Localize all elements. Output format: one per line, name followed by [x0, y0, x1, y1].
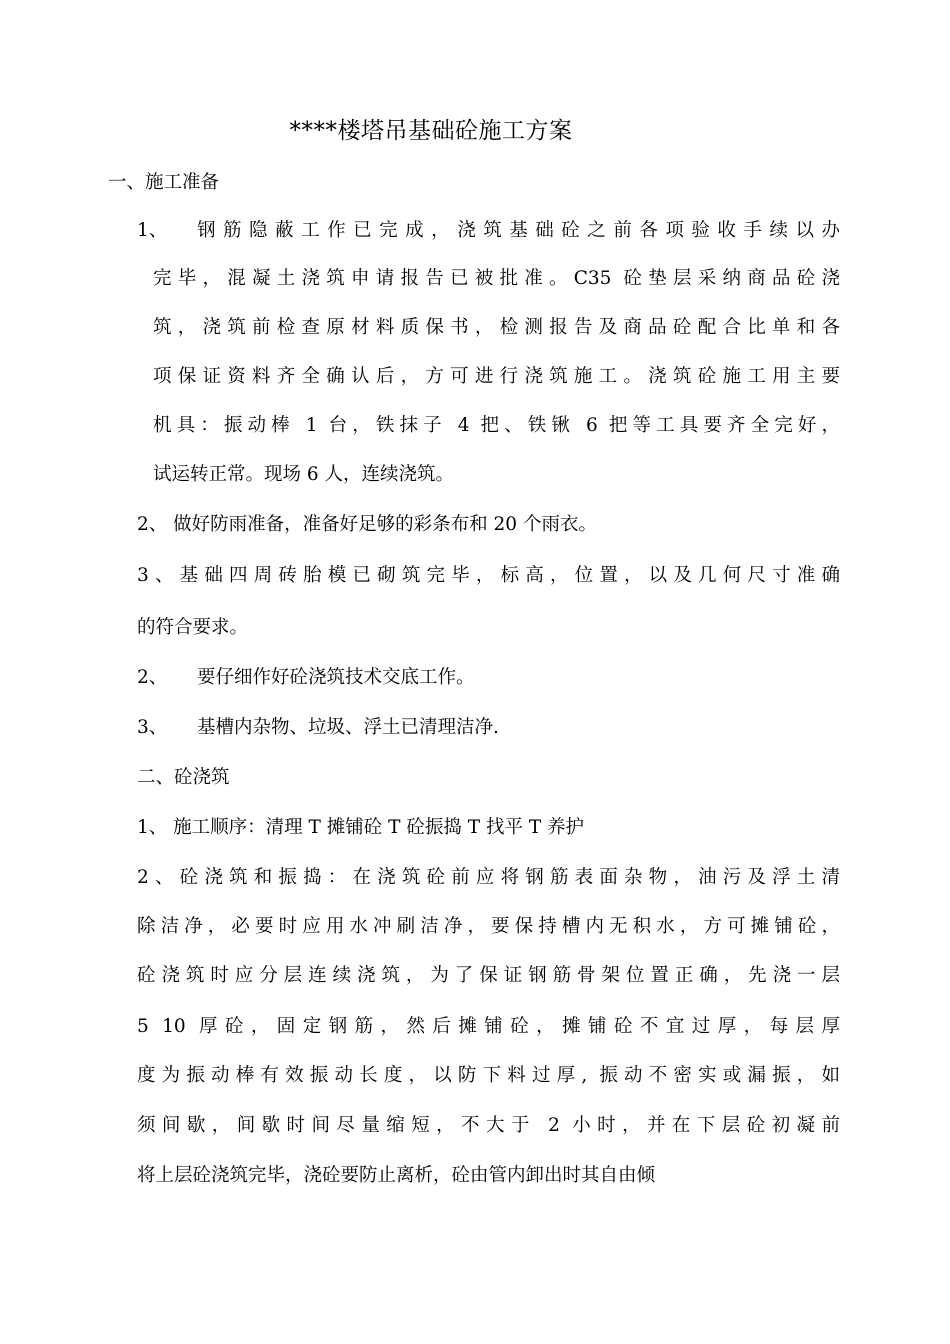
paragraph-line: 5 10 厚砼，固定钢筋，然后摊铺砼，摊铺砼不宜过厚，每层厚	[137, 1016, 840, 1037]
paragraph-line: 将上层砼浇筑完毕，浇砼要防止离析，砼由管内卸出时其自由倾	[137, 1165, 656, 1186]
paragraph-line: 钢筋隐蔽工作已完成，浇筑基础砼之前各项验收手续以办	[197, 220, 840, 241]
list-item-text: 要仔细作好砼浇筑技术交底工作。	[197, 667, 475, 688]
paragraph-line: 除洁净，必要时应用水冲刷洁净，要保持槽内无积水，方可摊铺砼，	[137, 916, 840, 937]
paragraph-line: 机具：振动棒 1 台，铁抹子 4 把、铁锹 6 把等工具要齐全完好，	[153, 415, 840, 436]
paragraph-line: 筑，浇筑前检查原材料质保书，检测报告及商品砼配合比单和各	[153, 317, 840, 338]
paragraph-line: 项保证资料齐全确认后，方可进行浇筑施工。浇筑砼施工用主要	[153, 366, 840, 387]
document-title: ****楼塔吊基础砼施工方案	[289, 118, 573, 144]
paragraph-line: 砼浇筑时应分层连续浇筑，为了保证钢筋骨架位置正确，先浇一层	[137, 965, 840, 986]
list-number: 3、	[137, 717, 168, 738]
list-number: 2、	[137, 667, 168, 688]
section-heading-preparation: 一、施工准备	[108, 172, 220, 193]
list-item-text: 基槽内杂物、垃圾、浮土已清理洁净.	[197, 717, 499, 738]
list-item-rain-prep: 2、 做好防雨准备，准备好足够的彩条布和 20 个雨衣。	[137, 514, 597, 535]
paragraph-line: 须间歇，间歇时间尽量缩短，不大于 2 小时，并在下层砼初凝前	[137, 1115, 840, 1136]
paragraph-line: 3、基础四周砖胎模已砌筑完毕，标高，位置，以及几何尺寸准确	[137, 565, 840, 586]
paragraph-line: 试运转正常。现场 6 人，连续浇筑。	[153, 464, 455, 485]
paragraph-line: 完毕，混凝土浇筑申请报告已被批准。C35 砼垫层采纳商品砼浇	[153, 268, 840, 289]
section-heading-pouring: 二、砼浇筑	[137, 767, 230, 788]
list-number: 1、	[137, 220, 168, 241]
paragraph-line: 度为振动棒有效振动长度，以防下料过厚, 振动不密实或漏振，如	[137, 1065, 840, 1086]
paragraph-line: 的符合要求。	[137, 617, 249, 638]
paragraph-line: 2、砼浇筑和振捣：在浇筑砼前应将钢筋表面杂物，油污及浮土清	[137, 867, 840, 888]
list-item-sequence: 1、 施工顺序：清理 T 摊铺砼 T 砼振捣 T 找平 T 养护	[137, 817, 585, 838]
